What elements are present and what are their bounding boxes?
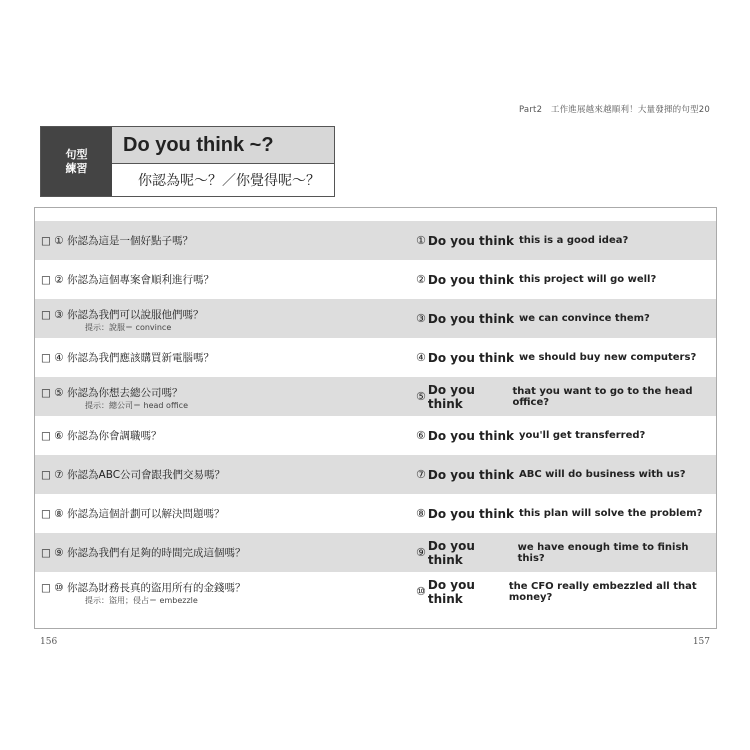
practice-row [35,377,716,416]
row-chinese[interactable]: □ ② 你認為這個專案會順利進行嗎？ [41,274,215,286]
row-completion: we can convince them? [518,313,650,324]
row-english [416,260,656,299]
row-chinese[interactable]: □ ⑨ 你認為我們有足夠的時間完成這個嗎？ [41,547,246,559]
row-number: ⑤ [416,390,426,403]
row-chinese[interactable]: □ ④ 你認為我們應該購買新電腦嗎？ [41,352,215,364]
page-number-left: 156 [40,637,58,647]
row-english [416,455,686,494]
row-number: ⑥ [416,429,426,442]
row-phrase: Do you think [427,272,514,287]
row-number: ⑦ [416,468,426,481]
row-hint: 提示：總公司＝ head office [85,401,189,410]
row-phrase: Do you think [427,311,514,326]
pattern-chinese: 你認為呢～？／你覺得呢～？ [138,173,320,189]
row-phrase: Do you think [427,467,514,482]
practice-row [35,533,716,572]
pattern-english: Do you think ~? [112,127,334,164]
practice-row [35,416,716,455]
row-number: ① [416,234,426,247]
row-chinese[interactable]: □ ⑦ 你認為ABC公司會跟我們交易嗎？ [41,469,226,481]
row-completion: we have enough time to finish this? [517,541,689,564]
practice-row [35,260,716,299]
row-english [416,299,650,338]
row-english [416,221,628,260]
row-phrase: Do you think [427,382,475,411]
row-chinese[interactable]: □ ① 你認為這是一個好點子嗎？ [41,235,194,247]
row-phrase: Do you think [427,506,514,521]
row-chinese[interactable]: □ ⑥ 你認為你會調職嗎？ [41,430,162,442]
row-phrase: Do you think [427,350,514,365]
row-completion: that you want to go to the head office? [512,385,693,408]
row-completion: this project will go well? [518,274,657,285]
pattern-label-line1: 句型 [65,147,88,161]
row-english [416,533,716,572]
row-number: ② [416,273,426,286]
row-completion: this plan will solve the problem? [518,508,703,519]
practice-row [35,494,716,533]
row-phrase: Do you think [427,428,514,443]
pattern-label [41,127,112,196]
row-completion: ABC will do business with us? [518,469,686,480]
pattern-title-right [112,127,334,196]
row-phrase: Do you think [427,577,475,606]
row-english [416,338,696,377]
row-chinese[interactable]: □ ⑤ 你認為你想去總公司嗎？ [41,387,183,399]
row-number: ③ [416,312,426,325]
pattern-title-box [40,126,335,197]
practice-table [34,207,717,629]
row-hint: 提示：盜用；侵占＝ embezzle [85,596,198,605]
practice-row [35,299,716,338]
row-english [416,377,716,416]
row-chinese[interactable]: □ ⑧ 你認為這個計劃可以解決問題嗎？ [41,508,225,520]
row-completion: you'll get transferred? [518,430,646,441]
practice-row [35,221,716,260]
row-number: ⑩ [416,585,426,598]
row-number: ⑨ [416,546,426,559]
row-completion: this is a good idea? [518,235,629,246]
row-completion: the CFO really embezzled all that money? [508,580,697,603]
row-completion: we should buy new computers? [518,352,697,363]
running-header: Part2 工作進展越來越順利！大量發揮的句型20 [518,105,710,115]
row-phrase: Do you think [427,538,475,567]
row-number: ⑧ [416,507,426,520]
practice-row [35,338,716,377]
page-number-right: 157 [692,637,710,647]
row-number: ④ [416,351,426,364]
row-chinese[interactable]: □ ③ 你認為我們可以說服他們嗎？ [41,309,204,321]
row-english [416,416,645,455]
practice-row [35,572,716,611]
row-english [416,494,702,533]
row-chinese[interactable]: □ ⑩ 你認為財務長真的盜用所有的金錢嗎？ [41,582,246,594]
practice-row [35,455,716,494]
pattern-label-line2: 練習 [65,161,88,175]
row-hint: 提示：說服＝ convince [85,323,172,332]
row-phrase: Do you think [427,233,514,248]
row-english [416,572,716,611]
